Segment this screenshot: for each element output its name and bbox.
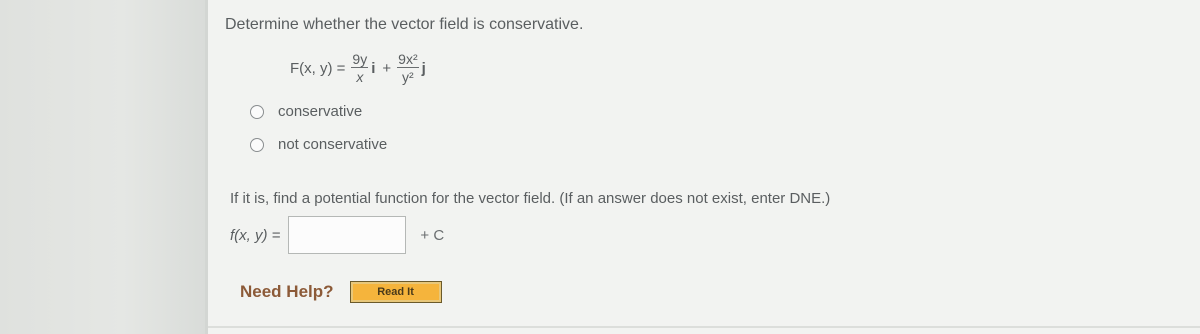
term2-denominator: y² bbox=[402, 69, 414, 85]
term2-fraction bbox=[397, 51, 418, 85]
left-background-strip bbox=[0, 0, 205, 334]
equation-lhs: F(x, y) = bbox=[290, 59, 346, 77]
potential-function-instructions: If it is, find a potential function for the vector field. (If an answer does not exist, enter DNE.) bbox=[230, 190, 831, 207]
plus-sign: + bbox=[382, 59, 392, 77]
need-help-label: Need Help? bbox=[240, 282, 334, 301]
term1-numerator: 9y bbox=[352, 51, 368, 67]
radio-not-conservative[interactable] bbox=[250, 138, 264, 152]
answer-row bbox=[230, 214, 444, 256]
question-prompt: Determine whether the vector field is conservative. bbox=[225, 16, 584, 33]
choice-not-conservative[interactable] bbox=[250, 136, 387, 153]
unit-vector-j: j bbox=[421, 59, 426, 77]
vector-field-equation bbox=[290, 46, 429, 90]
radio-conservative[interactable] bbox=[250, 105, 264, 119]
answer-label: f(x, y) = bbox=[230, 226, 281, 244]
choice-not-conservative-label[interactable]: not conservative bbox=[278, 136, 388, 153]
panel-bottom-divider bbox=[208, 326, 1200, 328]
term1-fraction bbox=[351, 51, 368, 85]
term2-numerator: 9x² bbox=[398, 51, 418, 67]
term1-denominator: x bbox=[356, 69, 364, 85]
choice-conservative[interactable] bbox=[250, 103, 362, 120]
help-section bbox=[240, 281, 442, 303]
choice-conservative-label[interactable]: conservative bbox=[278, 103, 363, 120]
unit-vector-i: i bbox=[371, 59, 376, 77]
potential-function-input[interactable] bbox=[288, 216, 406, 254]
plus-constant: + C bbox=[420, 226, 445, 244]
read-it-button[interactable]: Read It bbox=[350, 281, 442, 303]
